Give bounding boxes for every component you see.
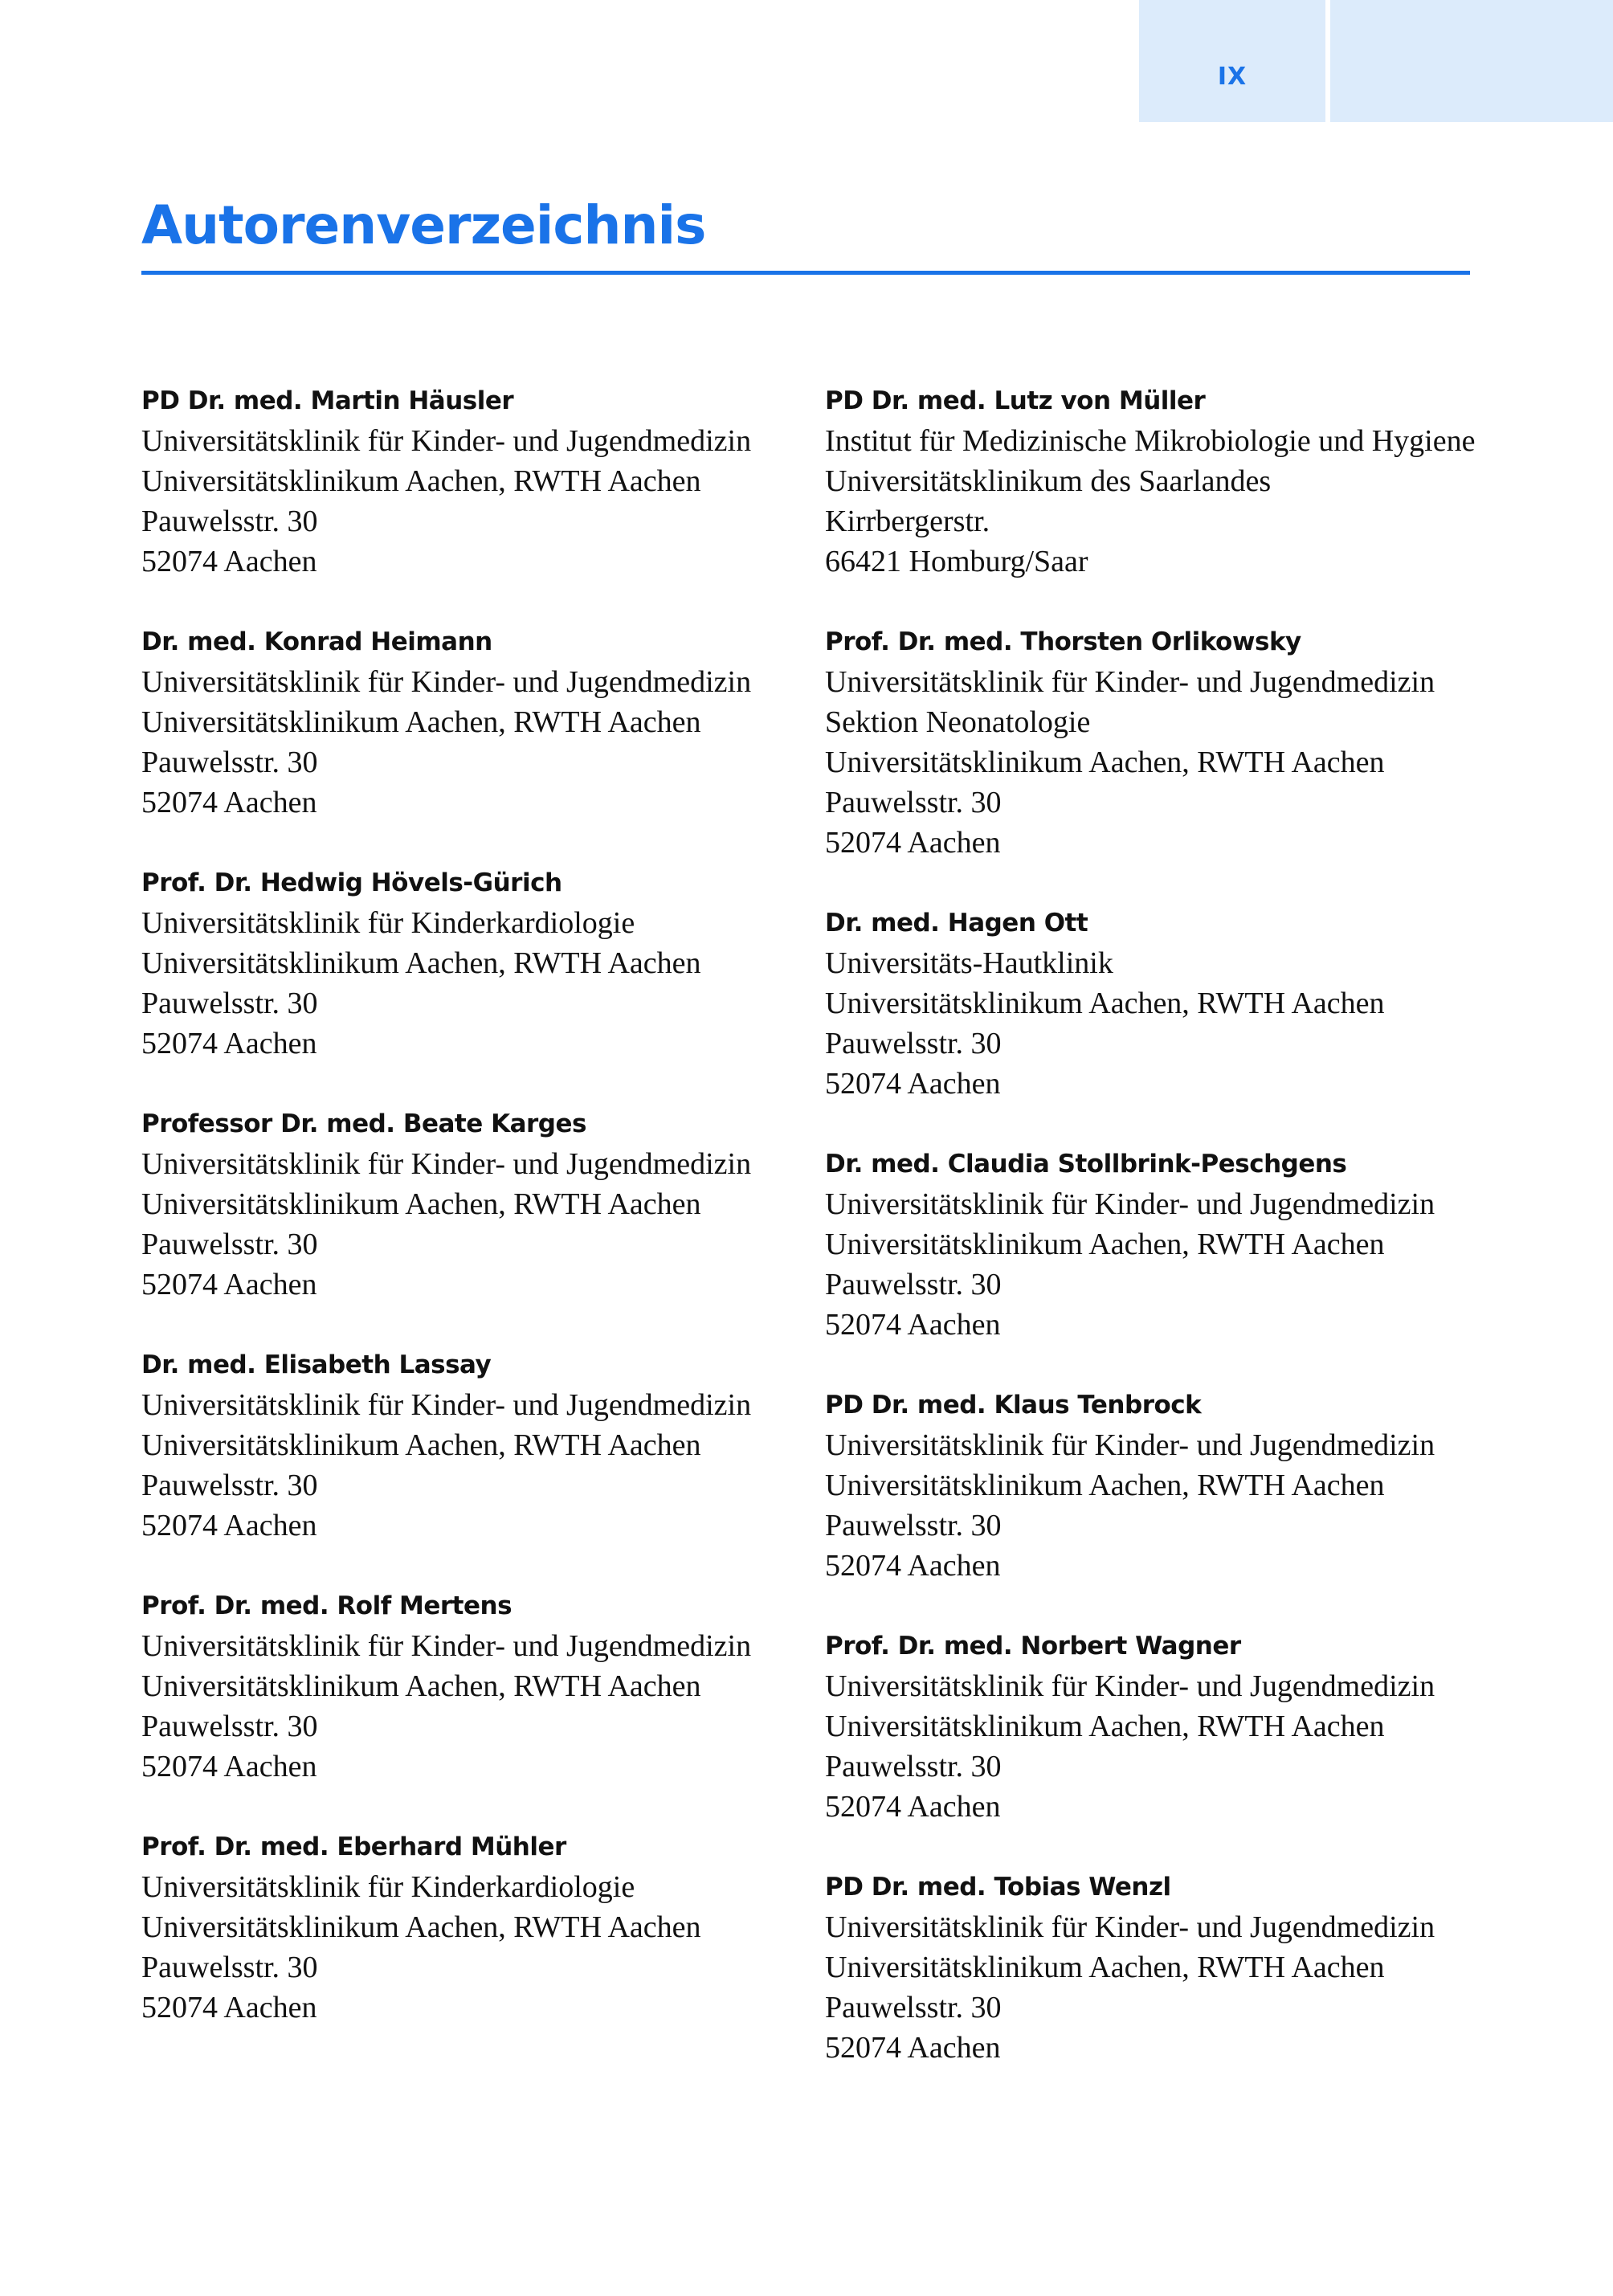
author-address-line: Universitätsklinikum Aachen, RWTH Aachen [825, 746, 1385, 779]
author-address-line: Universitätsklinik für Kinder- und Jugendmedizin [141, 424, 752, 458]
author-address-line: Universitätsklinik für Kinder- und Jugendmedizin [825, 1187, 1435, 1221]
page-title: Autorenverzeichnis [141, 194, 706, 256]
author-name: PD Dr. med. Lutz von Müller [825, 386, 1206, 415]
author-name: PD Dr. med. Klaus Tenbrock [825, 1391, 1202, 1420]
author-address-line: Pauwelsstr. 30 [825, 1750, 1002, 1783]
author-address-line: Universitätsklinikum Aachen, RWTH Aachen [825, 1710, 1385, 1743]
author-address-line: Universitätsklinik für Kinder- und Jugendmedizin [141, 1629, 752, 1663]
author-address-line: Universitätsklinikum Aachen, RWTH Aachen [141, 946, 701, 980]
author-address-line: 52074 Aachen [141, 1268, 317, 1301]
author-entry [825, 1385, 1484, 1626]
author-entry [141, 1104, 800, 1345]
author-column-right [825, 381, 1484, 2108]
author-entry [141, 1345, 800, 1586]
author-address-line: Universitätsklinikum Aachen, RWTH Aachen [141, 1187, 701, 1221]
author-entry [141, 1586, 800, 1827]
author-address-line: Universitäts-Hautklinik [825, 946, 1113, 980]
author-name: PD Dr. med. Tobias Wenzl [825, 1873, 1171, 1902]
author-name: Prof. Dr. med. Norbert Wagner [825, 1632, 1241, 1661]
author-entry [141, 863, 800, 1104]
author-address-line: 52074 Aachen [141, 545, 317, 578]
author-address-line: Pauwelsstr. 30 [825, 786, 1002, 819]
author-address-line: Universitätsklinik für Kinder- und Jugendmedizin [825, 1669, 1435, 1703]
author-address-line: 52074 Aachen [825, 1308, 1001, 1342]
page-number-tab [1139, 0, 1325, 122]
author-address-line: Sektion Neonatologie [825, 705, 1091, 739]
author-address-line: Pauwelsstr. 30 [141, 505, 318, 538]
author-address-line: Kirrbergerstr. [825, 505, 990, 538]
author-address-line: Pauwelsstr. 30 [825, 1027, 1002, 1060]
author-name: Dr. med. Hagen Ott [825, 909, 1088, 938]
author-address-line: 52074 Aachen [825, 826, 1001, 860]
author-entry [825, 903, 1484, 1144]
author-name: Prof. Dr. Hedwig Hövels-Gürich [141, 868, 562, 897]
author-address-line: Pauwelsstr. 30 [141, 1469, 318, 1502]
author-address-line: Institut für Medizinische Mikrobiologie und Hygiene [825, 424, 1476, 458]
author-address-line: Pauwelsstr. 30 [141, 987, 318, 1020]
author-address-line: Universitätsklinikum Aachen, RWTH Aachen [825, 987, 1385, 1020]
author-address-line: Universitätsklinikum Aachen, RWTH Aachen [825, 1469, 1385, 1502]
author-entry [825, 381, 1484, 622]
author-address-line: Universitätsklinik für Kinder- und Jugendmedizin [141, 1147, 752, 1181]
author-address-line: Universitätsklinikum Aachen, RWTH Aachen [141, 1910, 701, 1944]
author-address-line: Universitätsklinik für Kinderkardiologie [141, 1870, 635, 1904]
author-entry [825, 1144, 1484, 1385]
author-name: Prof. Dr. med. Rolf Mertens [141, 1591, 512, 1620]
author-address-line: 52074 Aachen [141, 786, 317, 819]
author-entry [825, 1867, 1484, 2108]
author-address-line: 66421 Homburg/Saar [825, 545, 1088, 578]
author-entry [825, 622, 1484, 903]
author-address-line: Pauwelsstr. 30 [141, 1228, 318, 1261]
author-name: Dr. med. Claudia Stollbrink-Peschgens [825, 1150, 1347, 1179]
author-address-line: 52074 Aachen [141, 1991, 317, 2024]
author-name: Professor Dr. med. Beate Karges [141, 1109, 586, 1138]
author-address-line: Universitätsklinik für Kinderkardiologie [141, 906, 635, 940]
author-address-line: Universitätsklinikum des Saarlandes [825, 464, 1272, 498]
author-address-line: Pauwelsstr. 30 [825, 1991, 1002, 2024]
author-name: Prof. Dr. med. Eberhard Mühler [141, 1832, 566, 1861]
author-entry [825, 1626, 1484, 1867]
author-address-line: Pauwelsstr. 30 [141, 1951, 318, 1984]
author-address-line: 52074 Aachen [825, 2031, 1001, 2065]
author-name: Dr. med. Elisabeth Lassay [141, 1350, 492, 1379]
author-address-line: Universitätsklinikum Aachen, RWTH Aachen [141, 464, 701, 498]
author-address-line: Universitätsklinikum Aachen, RWTH Aachen [141, 1669, 701, 1703]
author-address-line: Universitätsklinik für Kinder- und Jugendmedizin [825, 1910, 1435, 1944]
page-number: IX [1217, 63, 1248, 91]
author-name: Prof. Dr. med. Thorsten Orlikowsky [825, 627, 1301, 656]
page-corner-block [1330, 0, 1613, 122]
author-address-line: Universitätsklinikum Aachen, RWTH Aachen [825, 1228, 1385, 1261]
author-address-line: Universitätsklinik für Kinder- und Jugendmedizin [141, 1388, 752, 1422]
author-name: PD Dr. med. Martin Häusler [141, 386, 514, 415]
author-column-left [141, 381, 800, 2068]
author-entry [141, 381, 800, 622]
author-address-line: Universitätsklinikum Aachen, RWTH Aachen [825, 1951, 1385, 1984]
author-address-line: Universitätsklinik für Kinder- und Jugendmedizin [825, 665, 1435, 699]
author-address-line: Pauwelsstr. 30 [825, 1268, 1002, 1301]
author-address-line: 52074 Aachen [825, 1790, 1001, 1824]
author-address-line: Pauwelsstr. 30 [825, 1509, 1002, 1542]
title-underline [141, 271, 1470, 275]
author-address-line: Universitätsklinikum Aachen, RWTH Aachen [141, 1428, 701, 1462]
author-entry [141, 622, 800, 863]
author-address-line: 52074 Aachen [141, 1027, 317, 1060]
author-address-line: 52074 Aachen [141, 1509, 317, 1542]
author-address-line: Pauwelsstr. 30 [141, 1710, 318, 1743]
author-address-line: Universitätsklinik für Kinder- und Jugendmedizin [825, 1428, 1435, 1462]
author-address-line: 52074 Aachen [825, 1067, 1001, 1101]
author-address-line: 52074 Aachen [141, 1750, 317, 1783]
author-name: Dr. med. Konrad Heimann [141, 627, 492, 656]
author-address-line: Universitätsklinikum Aachen, RWTH Aachen [141, 705, 701, 739]
author-address-line: Universitätsklinik für Kinder- und Jugendmedizin [141, 665, 752, 699]
author-entry [141, 1827, 800, 2068]
author-address-line: 52074 Aachen [825, 1549, 1001, 1583]
author-address-line: Pauwelsstr. 30 [141, 746, 318, 779]
